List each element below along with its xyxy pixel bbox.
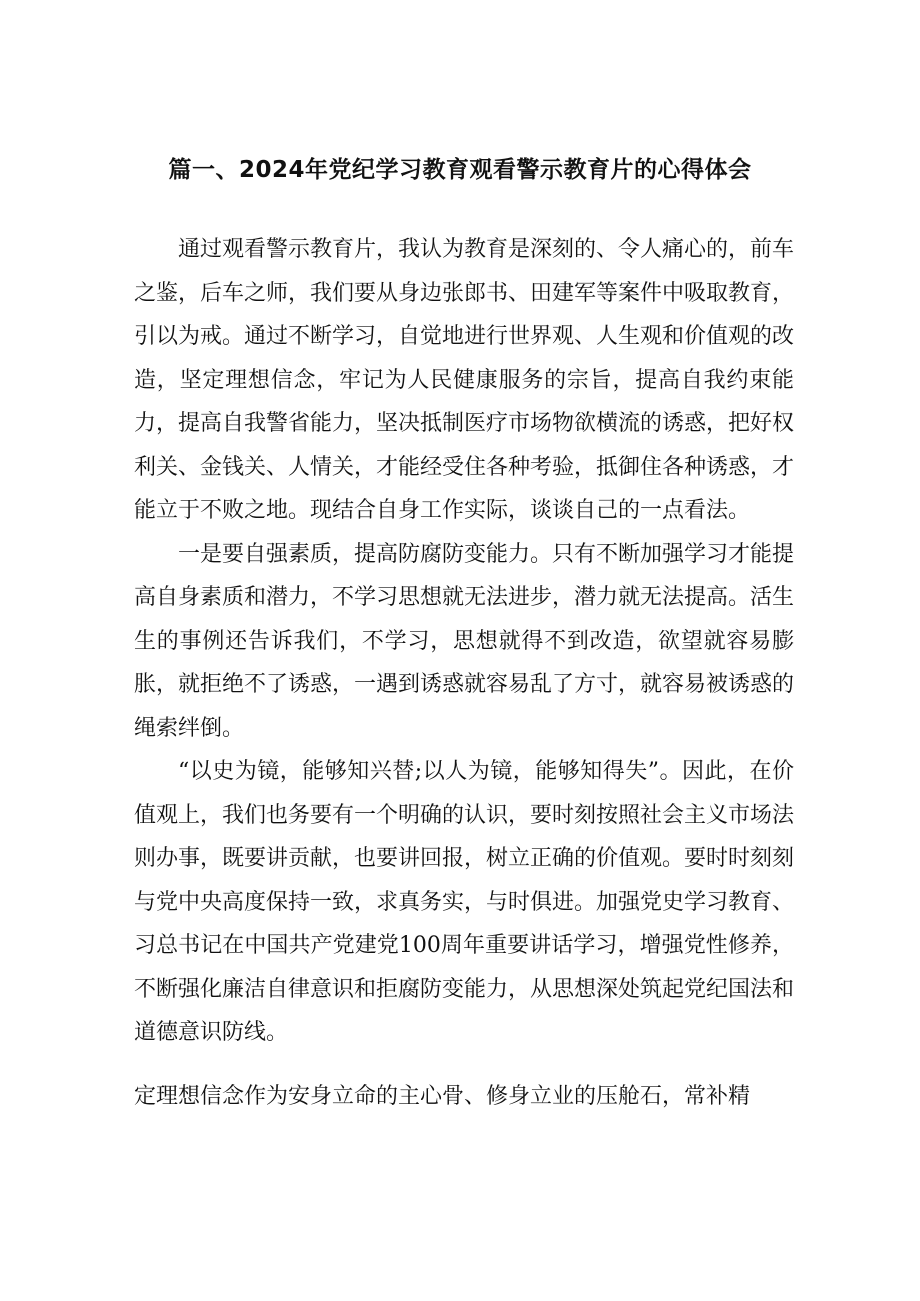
- paragraph-1: 通过观看警示教育片，我认为教育是深刻的、令人痛心的，前车之鉴，后车之师，我们要从身边张郎书、田建军等案件中吸取教育，引以为戒。通过不断学习，自觉地进行世界观、人生观和价值观的改造，坚定理想信念，牢记为人民健康服务的宗旨，提高自我约束能力，提高自我警省能力，坚决抵制医疗市场物欲横流的诱惑，把好权利关、金钱关、人情关，才能经受住各种考验，抵御住各种诱惑，才能立于不败之地。现结合自身工作实际，谈谈自己的一点看法。: [134, 237, 795, 523]
- document-body: [134, 228, 794, 1118]
- document-title: 篇一、2024年党纪学习教育观看警示教育片的心得体会: [168, 157, 752, 183]
- paragraph-2: 一是要自强素质，提高防腐防变能力。只有不断加强学习才能提高自身素质和潜力，不学习思想就无法进步，潜力就无法提高。活生生的事例还告诉我们，不学习，思想就得不到改造，欲望就容易膨胀，就拒绝不了诱惑，一遇到诱惑就容易乱了方寸，就容易被诱惑的绳索绊倒。: [134, 541, 795, 741]
- paragraph-3: “以史为镜，能够知兴替;以人为镜，能够知得失”。因此，在价值观上，我们也务要有一个明确的认识，要时刻按照社会主义市场法则办事，既要讲贡献，也要讲回报，树立正确的价值观。要时时刻刻与党中央高度保持一致，求真务实，与时俱进。加强党史学习教育、习总书记在中国共产党建党100周年重要讲话学习，增强党性修养，不断强化廉洁自律意识和拒腐防变能力，从思想深处筑起党纪国法和道德意识防线。: [134, 759, 795, 1045]
- paragraph-4: 定理想信念作为安身立命的主心骨、修身立业的压舱石，常补精: [134, 1083, 751, 1109]
